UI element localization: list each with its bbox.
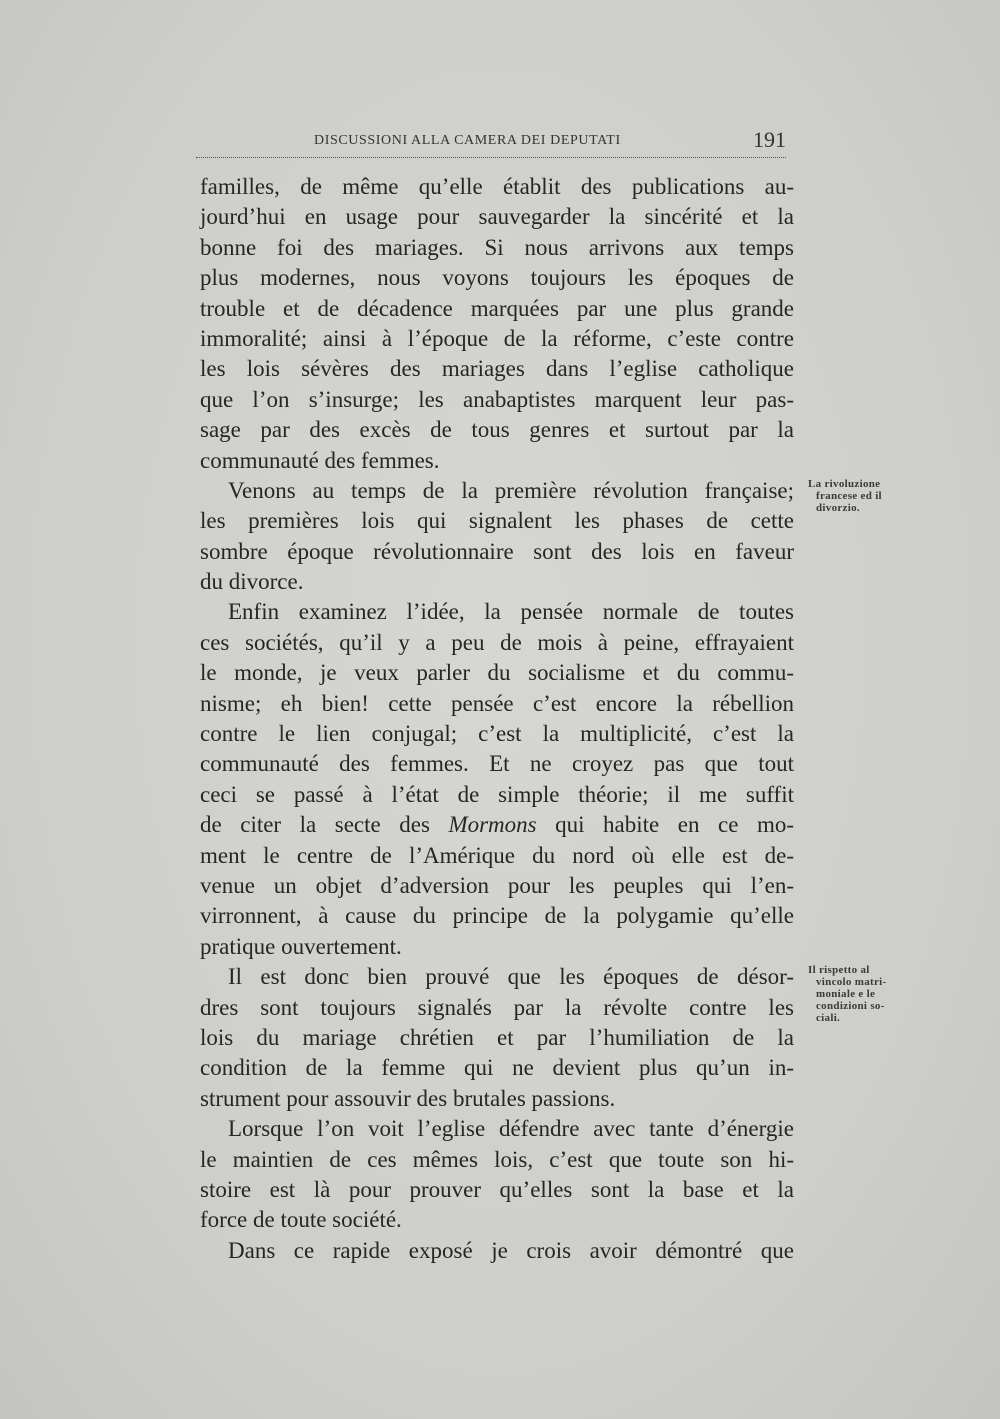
text-line: contre le lien conjugal; c’est la multiplicité, c’est la bbox=[200, 721, 794, 747]
text-line: sage par des excès de tous genres et surtout par la bbox=[200, 417, 794, 443]
margin-note-line: moniale e le bbox=[816, 988, 876, 1000]
text-line: ment le centre de l’Amérique du nord où elle est de- bbox=[200, 842, 794, 868]
text-line: pratique ouvertement. bbox=[200, 933, 402, 959]
text-line: immoralité; ainsi à l’époque de la réforme, c’este contre bbox=[200, 325, 794, 351]
text-line: les lois sévères des mariages dans l’eglise catholique bbox=[200, 356, 794, 382]
margin-note-line: vincolo matri- bbox=[816, 976, 887, 988]
text-line: familles, de même qu’elle établit des publications au- bbox=[200, 174, 794, 199]
text-line: trouble et de décadence marquées par une plus grande bbox=[200, 295, 794, 321]
text-line: Lorsque l’on voit l’eglise défendre avec tante d’énergie bbox=[228, 1116, 794, 1142]
margin-note-line: divorzio. bbox=[816, 502, 860, 514]
italic-word: Mormons bbox=[448, 812, 537, 838]
text-line: Venons au temps de la première révolution française; bbox=[228, 477, 794, 503]
margin-note-line: francese ed il bbox=[816, 490, 882, 502]
text-line: le maintien de ces mêmes lois, c’est que toute son hi- bbox=[200, 1146, 794, 1172]
text-line: que l’on s’insurge; les anabaptistes marquent leur pas- bbox=[200, 386, 794, 412]
text-segment: qui habite en ce mo- bbox=[555, 812, 795, 838]
text-line: strument pour assouvir des brutales passions. bbox=[200, 1085, 616, 1111]
text-line: ceci se passé à l’état de simple théorie; il me suffit bbox=[200, 781, 794, 807]
text-line: Il est donc bien prouvé que les époques de désor- bbox=[228, 964, 794, 990]
margin-note-line: condizioni so- bbox=[816, 1000, 885, 1012]
text-line: communauté des femmes. bbox=[200, 447, 440, 473]
text-line: dres sont toujours signalés par la révolte contre les bbox=[200, 994, 794, 1020]
text-line: stoire est là pour prouver qu’elles sont la base et la bbox=[200, 1176, 794, 1202]
text-line: lois du mariage chrétien et par l’humiliation de la bbox=[200, 1024, 794, 1050]
running-title: DISCUSSIONI ALLA CAMERA DEI DEPUTATI bbox=[314, 133, 621, 148]
text-line: nisme; eh bien! cette pensée c’est encore la rébellion bbox=[200, 690, 794, 716]
text-line: Enfin examinez l’idée, la pensée normale de toutes bbox=[228, 599, 794, 625]
page-number: 191 bbox=[753, 127, 786, 152]
page-header bbox=[196, 127, 786, 158]
text-line: bonne foi des mariages. Si nous arrivons aux temps bbox=[200, 234, 794, 260]
text-line-mixed bbox=[200, 810, 794, 840]
text-line: le monde, je veux parler du socialisme et du commu- bbox=[200, 660, 794, 686]
text-line: ces sociétés, qu’il y a peu de mois à peine, effrayaient bbox=[200, 629, 794, 655]
text-line: jourd’hui en usage pour sauvegarder la sincérité et la bbox=[200, 204, 794, 230]
body-text bbox=[200, 172, 794, 1266]
text-line: les premières lois qui signalent les phases de cette bbox=[200, 508, 794, 534]
text-line: sombre époque révolutionnaire sont des lois en faveur bbox=[200, 538, 794, 564]
margin-note-line: Il rispetto al bbox=[808, 964, 870, 976]
text-line: venue un objet d’adversion pour les peuples qui l’en- bbox=[200, 872, 794, 898]
text-line: du divorce. bbox=[200, 569, 304, 595]
text-line: condition de la femme qui ne devient plus qu’un in- bbox=[200, 1055, 794, 1081]
margin-note-marriage bbox=[808, 964, 918, 1024]
margin-note-line: La rivoluzione bbox=[808, 478, 881, 490]
margin-note-line: ciali. bbox=[816, 1012, 841, 1024]
text-line: Dans ce rapide exposé je crois avoir démontré que bbox=[228, 1237, 794, 1263]
text-line: plus modernes, nous voyons toujours les époques de bbox=[200, 265, 794, 291]
margin-note-revolution bbox=[808, 478, 918, 514]
text-segment: de citer la secte des bbox=[200, 812, 430, 838]
text-line: communauté des femmes. Et ne croyez pas que tout bbox=[200, 751, 794, 777]
text-line: virronnent, à cause du principe de la polygamie qu’elle bbox=[200, 903, 794, 929]
text-line: force de toute société. bbox=[200, 1207, 402, 1233]
